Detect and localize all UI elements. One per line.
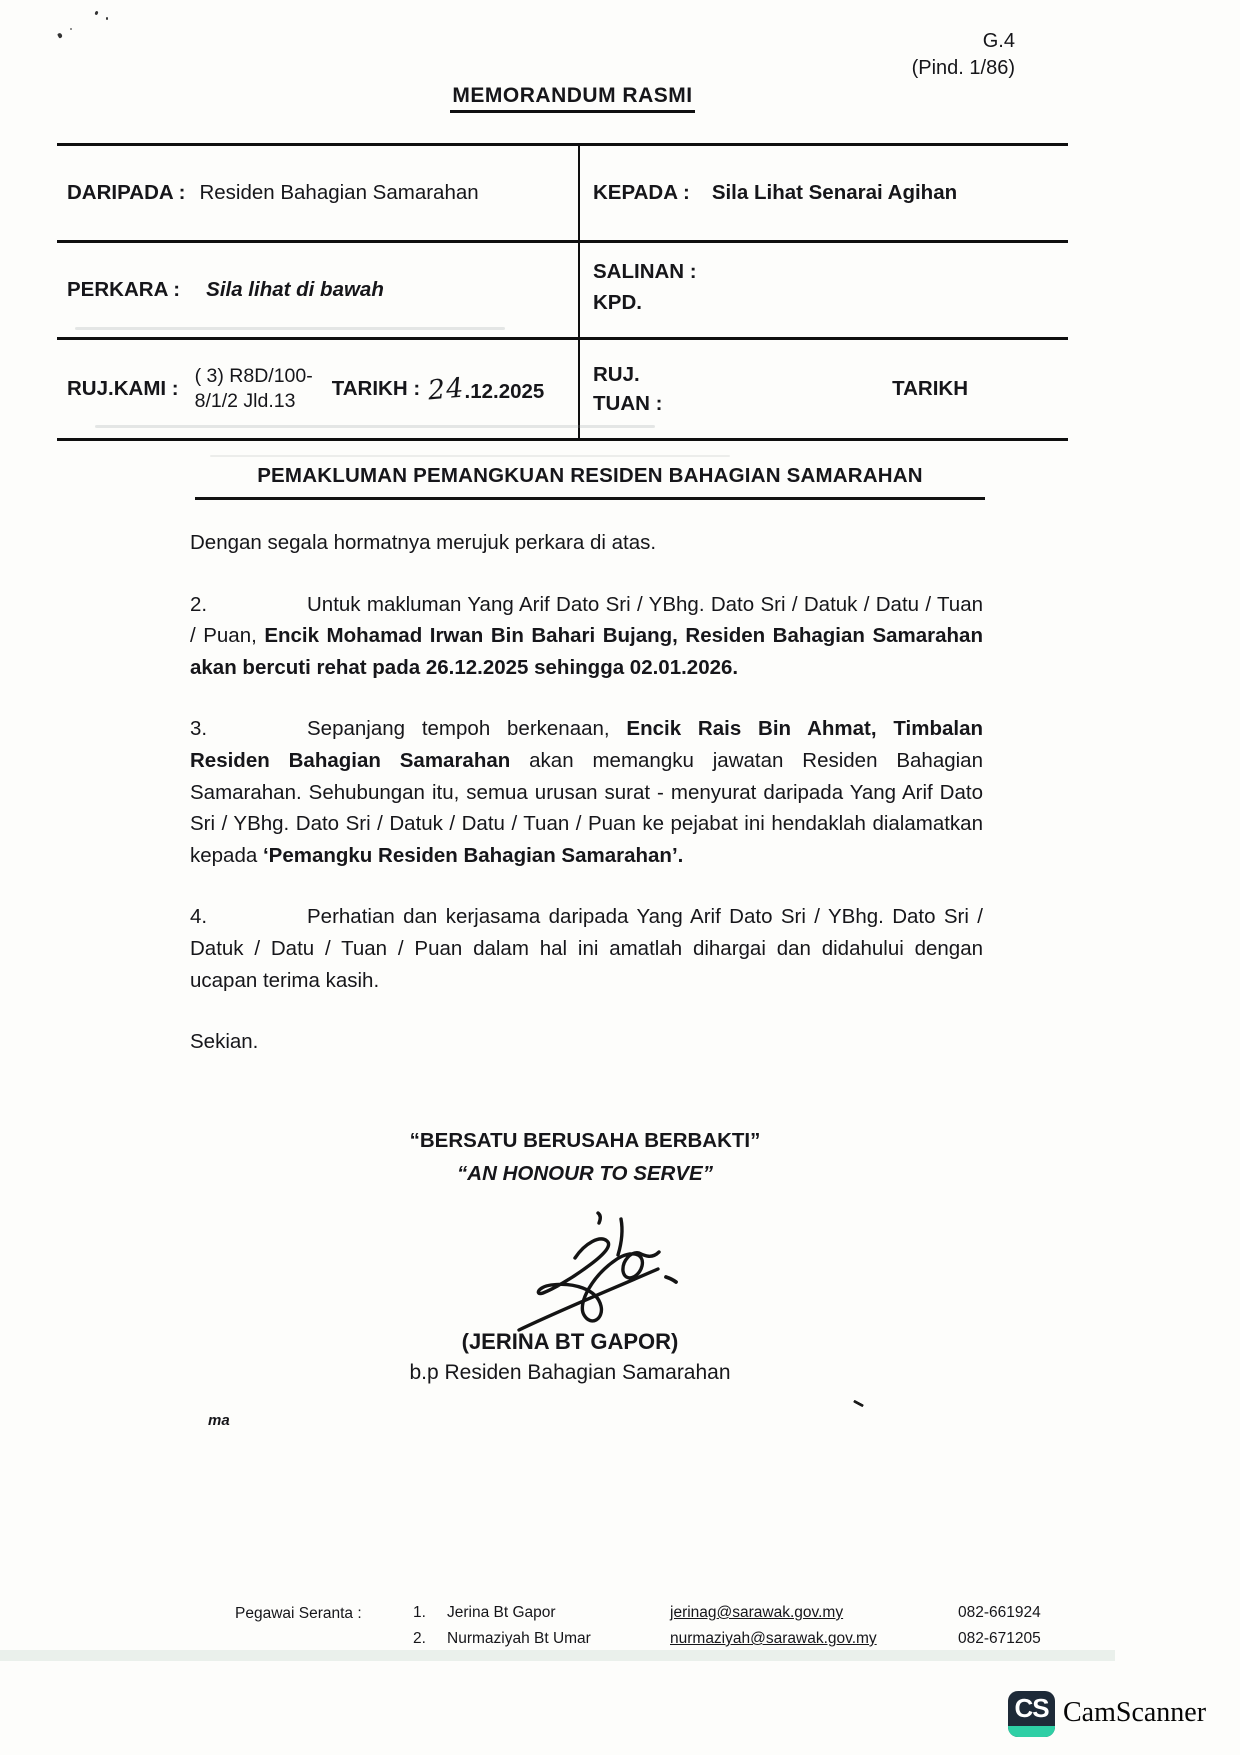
ruj-kami-line1: ( 3) R8D/100- <box>194 365 313 387</box>
table-row-daripada-kepada <box>57 146 1068 240</box>
kepada-label: KEPADA : <box>593 181 690 204</box>
motto <box>0 1124 1170 1190</box>
contact-phone: 082-671205 <box>958 1630 1041 1647</box>
memo-title-wrap <box>0 84 1145 113</box>
ruj-kami-reference <box>195 364 313 414</box>
signer-name: (JERINA BT GAPOR) <box>461 1329 679 1354</box>
closing-line: Sekian. <box>190 1030 259 1054</box>
paragraph-3-seg1: Sepanjang tempoh berkenaan, <box>307 717 627 741</box>
paragraph-4-seg1: Perhatian dan kerjasama daripada Yang Arif Dato Sri / YBhg. Dato Sri / Datuk / Datu / Tuan / Puan dalam hal ini amatlah dihargai dan didahului dengan ucapan terima kasih. <box>190 905 983 992</box>
cs-logo-teal-bar <box>1008 1726 1055 1737</box>
contact-email-link[interactable]: nurmaziyah@sarawak.gov.my <box>670 1630 877 1647</box>
scan-ghost-line <box>75 327 505 330</box>
form-code: G.4 <box>982 30 1015 52</box>
tarikh-rest: .12.2025 <box>464 379 545 403</box>
cell-daripada <box>57 146 580 240</box>
tarikh-right-label: TARIKH <box>892 377 968 400</box>
daripada-value: Residen Bahagian Samarahan <box>199 181 479 204</box>
ruj-tuan-line1: RUJ. <box>593 363 640 386</box>
signer-capacity: b.p Residen Bahagian Samarahan <box>409 1361 731 1384</box>
camscanner-logo-icon <box>1008 1691 1055 1737</box>
cell-ruj-tuan <box>580 340 1068 438</box>
scan-speck <box>57 32 63 38</box>
paragraph-3-seg2-bold: Encik Rais Bin Ahmat, Timbalan Residen Bahagian Samarahan <box>190 717 983 772</box>
paragraph-3 <box>190 713 983 871</box>
paragraph-2 <box>190 589 983 684</box>
contact-name: Jerina Bt Gapor <box>447 1604 556 1621</box>
cs-monogram: CS <box>1014 1693 1049 1723</box>
memo-header-table <box>57 143 1068 441</box>
scan-speck <box>70 28 72 30</box>
table-row-perkara-salinan <box>57 240 1068 337</box>
cell-ruj-kami <box>57 340 580 438</box>
paragraph-2-number: 2. <box>190 592 208 616</box>
pegawai-seranta-label: Pegawai Seranta : <box>235 1605 362 1622</box>
subject-heading-wrap <box>195 464 985 500</box>
table-row-ruj-tarikh <box>57 337 1068 438</box>
tarikh-handwritten-day: 24 <box>426 371 466 407</box>
cell-kepada <box>580 146 1068 240</box>
camscanner-wordmark: CamScanner <box>1063 1697 1207 1728</box>
memo-title: MEMORANDUM RASMI <box>450 84 694 113</box>
paragraph-3-number: 3. <box>190 717 208 741</box>
ruj-kami-label: RUJ.KAMI : <box>67 377 179 400</box>
scan-speck <box>94 11 98 16</box>
perkara-label: PERKARA : <box>67 278 181 301</box>
daripada-label: DARIPADA : <box>67 181 186 204</box>
ruj-tuan-label <box>593 360 662 418</box>
signature-scribble <box>505 1203 775 1338</box>
scan-speck <box>106 17 108 20</box>
salinan-kpd: KPD. <box>593 291 642 314</box>
paragraph-1-text: Dengan segala hormatnya merujuk perkara di atas. <box>190 531 657 554</box>
paragraph-4-number: 4. <box>190 905 208 929</box>
contact-name: Nurmaziyah Bt Umar <box>447 1630 591 1647</box>
tarikh-value <box>426 371 545 407</box>
cell-perkara <box>57 243 580 337</box>
paragraph-3-seg4-bold: ‘Pemangku Residen Bahagian Samarahan’. <box>262 843 684 867</box>
stray-pen-mark <box>853 1400 864 1408</box>
scan-ghost-line <box>210 455 730 457</box>
tarikh-label: TARIKH : <box>331 377 421 400</box>
paragraph-2-seg1: Untuk makluman Yang Arif Dato Sri / YBhg. Dato Sri / Datuk / Datu / Tuan / Puan, <box>190 592 983 648</box>
motto-line-1: “BERSATU BERUSAHA BERBAKTI” <box>409 1129 761 1152</box>
paragraph-3-seg3: akan memangku jawatan Residen Bahagian Samarahan. Sehubungan itu, semua urusan surat - menyurat daripada Yang Arif Dato Sri / YBhg. Dato Sri / Datuk / Datu / Tuan / Puan ke pejabat ini hendaklah dialamatkan kepada <box>190 748 983 867</box>
contact-phone: 082-661924 <box>958 1604 1041 1621</box>
cell-salinan <box>580 243 1068 337</box>
ruj-tuan-line2: TUAN : <box>593 392 663 415</box>
motto-line-2: “AN HONOUR TO SERVE” <box>457 1162 713 1185</box>
scan-ghost-line <box>95 425 655 428</box>
ruj-kami-line2: 8/1/2 Jld.13 <box>194 390 296 412</box>
contact-number: 2. <box>413 1630 426 1647</box>
subject-heading: PEMAKLUMAN PEMANGKUAN RESIDEN BAHAGIAN SAMARAHAN <box>257 464 923 487</box>
form-identifier <box>790 28 1015 82</box>
perkara-value: Sila lihat di bawah <box>206 278 384 301</box>
paragraph-1 <box>190 527 983 559</box>
contact-email-link[interactable]: jerinag@sarawak.gov.my <box>670 1604 844 1621</box>
memo-body <box>190 527 983 1088</box>
kepada-value: Sila Lihat Senarai Agihan <box>711 181 958 204</box>
salinan-label: SALINAN : <box>593 260 697 283</box>
initials-note: ma <box>208 1412 230 1429</box>
paragraph-2-seg2-bold: Encik Mohamad Irwan Bin Bahari Bujang, Residen Bahagian Samarahan akan bercuti rehat pada 26.12.2025 sehingga 02.01.2026. <box>190 624 983 679</box>
paragraph-4 <box>190 901 983 996</box>
scan-artifact-band <box>0 1650 1115 1661</box>
contact-number: 1. <box>413 1604 426 1621</box>
form-revision: (Pind. 1/86) <box>911 57 1015 79</box>
